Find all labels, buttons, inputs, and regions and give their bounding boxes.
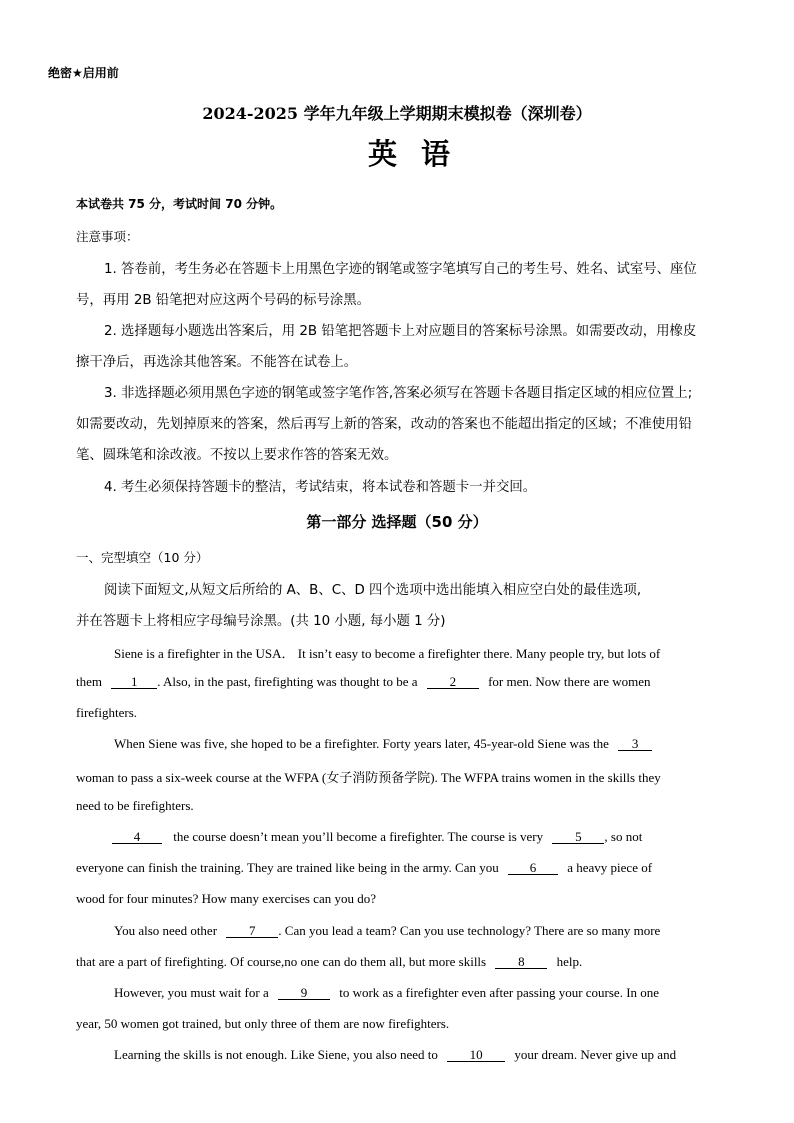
blank-6: 6 [508, 861, 558, 875]
passage-text: for men. Now there are women [488, 674, 651, 689]
confidential-label: 绝密★启用前 [48, 66, 119, 80]
passage-text: . Can you lead a team? Can you use technology? There are so many more [278, 923, 661, 938]
blank-7: 7 [226, 924, 278, 938]
blank-2: 2 [427, 675, 479, 689]
passage-text: everyone can finish the training. They are trained like being in the army. Can you [76, 860, 499, 875]
blank-3: 3 [618, 737, 652, 751]
notice-line: 如需要改动，先划掉原来的答案，然后再写上新的答案，改动的答案也不能超出指定的区域；不准使用铅 [76, 417, 692, 432]
passage-text: that are a part of firefighting. Of course,no one can do them all, but more skills [76, 954, 487, 969]
passage-line [114, 985, 659, 1001]
passage-text: them [76, 674, 102, 689]
notice-line: 笔、圆珠笔和涂改液。不按以上要求作答的答案无效。 [76, 448, 398, 463]
exam-info: 本试卷共 75 分，考试时间 70 分钟。 [76, 197, 283, 211]
passage-line [114, 923, 660, 939]
passage-line: woman to pass a six-week course at the WFPA (女子消防预备学院). The WFPA trains women in the skills they [76, 770, 661, 785]
blank-9: 9 [278, 986, 330, 1000]
passage-text: a heavy piece of [567, 860, 653, 875]
passage-line [76, 860, 652, 876]
passage-text: your dream. Never give up and [514, 1047, 677, 1062]
notice-line: 号，再用 2B 铅笔把对应这两个号码的标号涂黑。 [76, 293, 371, 308]
blank-1: 1 [111, 675, 157, 689]
passage-line [112, 829, 642, 845]
passage-text: However, you must wait for a [114, 985, 269, 1000]
passage-line [114, 1047, 676, 1063]
notice-line: 4. 考生必须保持答题卡的整洁，考试结束，将本试卷和答题卡一并交回。 [104, 480, 537, 495]
passage-line [76, 674, 651, 690]
passage-line: need to be firefighters. [76, 798, 194, 813]
instruction-line: 并在答题卡上将相应字母编号涂黑。(共 10 小题, 每小题 1 分) [76, 614, 446, 629]
exam-title: 2024-2025 学年九年级上学期期末模拟卷（深圳卷） [202, 104, 592, 123]
notice-title: 注意事项： [76, 229, 139, 244]
passage-text: You also need other [114, 923, 218, 938]
instruction-line: 阅读下面短文,从短文后所给的 A、B、C、D 四个选项中选出能填入相应空白处的最佳选项, [104, 583, 642, 598]
passage-text: , so not [604, 829, 643, 844]
blank-10: 10 [447, 1048, 505, 1062]
blank-4: 4 [112, 830, 162, 844]
part-title: 第一部分 选择题（50 分） [306, 513, 488, 531]
passage-line: Siene is a firefighter in the USA． It isn’t easy to become a firefighter there. Many people try, but lots of [114, 646, 661, 661]
passage-line [76, 954, 582, 970]
passage-text: . Also, in the past, firefighting was thought to be a [157, 674, 418, 689]
blank-5: 5 [552, 830, 604, 844]
passage-text: When Siene was five, she hoped to be a firefighter. Forty years later, 45-year-old Siene was the [114, 736, 609, 751]
passage-text: Learning the skills is not enough. Like Siene, you also need to [114, 1047, 438, 1062]
passage-line: wood for four minutes? How many exercises can you do? [76, 891, 376, 906]
passage-text: help. [556, 954, 583, 969]
passage-line [114, 736, 652, 752]
subject-title: 英语 [367, 137, 474, 171]
passage-text: to work as a firefighter even after passing your course. In one [339, 985, 660, 1000]
section-title: 一、完型填空（10 分） [76, 550, 209, 565]
notice-line: 3. 非选择题必须用黑色字迹的钢笔或签字笔作答,答案必须写在答题卡各题目指定区域的相应位置上; [104, 386, 693, 401]
passage-line: year, 50 women got trained, but only three of them are now firefighters. [76, 1016, 450, 1031]
passage-line: firefighters. [76, 705, 138, 720]
passage-text: the course doesn’t mean you’ll become a firefighter. The course is very [173, 829, 544, 844]
notice-line: 2. 选择题每小题选出答案后，用 2B 铅笔把答题卡上对应题目的答案标号涂黑。如需要改动，用橡皮 [104, 324, 697, 339]
notice-line: 1. 答卷前，考生务必在答题卡上用黑色字迹的钢笔或签字笔填写自己的考生号、姓名、试室号、座位 [104, 262, 697, 277]
blank-8: 8 [495, 955, 547, 969]
notice-line: 擦干净后，再选涂其他答案。不能答在试卷上。 [76, 355, 358, 370]
